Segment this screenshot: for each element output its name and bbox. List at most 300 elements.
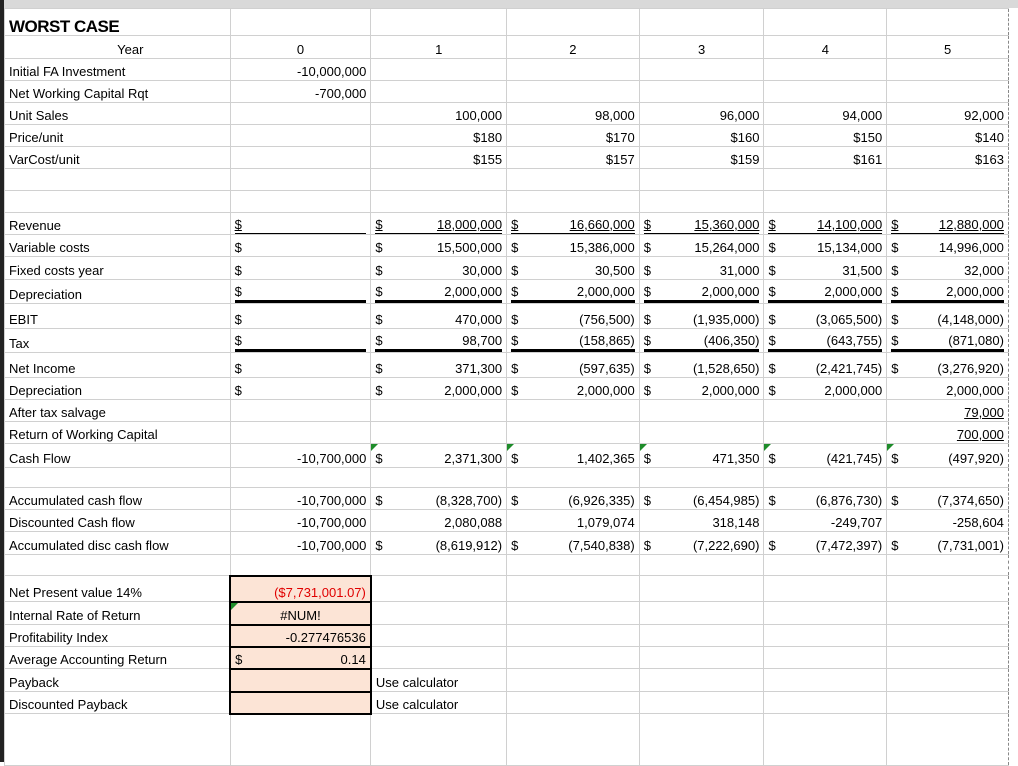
cell-profitability-index-0[interactable] <box>230 625 371 647</box>
cell-discounted-cash-flow-2[interactable] <box>507 510 640 532</box>
cell[interactable] <box>764 9 887 36</box>
row-label[interactable]: Price/unit <box>5 125 231 147</box>
cell-value: 2,000,000 <box>946 284 1004 299</box>
currency-symbol: $ <box>768 240 776 255</box>
row-label[interactable]: Net Working Capital Rqt <box>5 81 231 103</box>
currency-symbol: $ <box>234 383 242 398</box>
cell-variable-costs-2[interactable] <box>507 235 640 257</box>
cell-value: 2,080,088 <box>444 515 503 530</box>
row-after-tax-salvage <box>5 400 1018 422</box>
cell-varcost-unit-5[interactable] <box>887 147 1009 169</box>
cell-net-working-capital-rqt-5[interactable] <box>887 81 1009 103</box>
row-blank <box>5 191 1018 213</box>
cell-unit-sales-3[interactable] <box>639 103 764 125</box>
cell-blank-4[interactable] <box>764 555 887 576</box>
currency-symbol: $ <box>768 333 776 348</box>
cell-value: $140 <box>975 130 1004 145</box>
cell-internal-rate-of-return-4[interactable] <box>764 602 887 625</box>
cell-accumulated-disc-cash-flow-4[interactable] <box>764 532 887 555</box>
cell-blank-4[interactable] <box>764 468 887 488</box>
row-label[interactable]: VarCost/unit <box>5 147 231 169</box>
cell-unit-sales-4[interactable] <box>764 103 887 125</box>
row-variable-costs <box>5 235 1018 257</box>
cell[interactable] <box>371 9 507 36</box>
cell-return-of-working-capital-4[interactable] <box>764 422 887 444</box>
row-label[interactable]: Accumulated disc cash flow <box>5 532 231 555</box>
cell-fixed-costs-year-1[interactable] <box>371 257 507 280</box>
cell-net-working-capital-rqt-0[interactable] <box>230 81 371 103</box>
cell-accumulated-disc-cash-flow-5[interactable] <box>887 532 1009 555</box>
cell-tax-4[interactable] <box>764 329 887 353</box>
row-depreciation <box>5 280 1018 304</box>
title-row <box>5 9 1018 36</box>
cell-payback-0[interactable] <box>230 669 371 692</box>
cell-payback-5[interactable] <box>887 669 1009 692</box>
cell-after-tax-salvage-5[interactable] <box>887 400 1009 422</box>
row-label[interactable]: Average Accounting Return <box>5 647 231 669</box>
cell-accumulated-disc-cash-flow-2[interactable] <box>507 532 640 555</box>
cell-return-of-working-capital-0[interactable] <box>230 422 371 444</box>
cell-blank-5[interactable] <box>887 169 1009 191</box>
cell-cash-flow-4[interactable] <box>764 444 887 468</box>
cell-value: -10,700,000 <box>296 538 367 553</box>
cell-net-income-5[interactable] <box>887 353 1009 378</box>
cell-accumulated-cash-flow-3[interactable] <box>639 488 764 510</box>
cell-tax-3[interactable] <box>639 329 764 353</box>
row-varcost-unit <box>5 147 1018 169</box>
row-label[interactable]: Discounted Cash flow <box>5 510 231 532</box>
cell-blank-5[interactable] <box>887 468 1009 488</box>
cell-accumulated-disc-cash-flow-3[interactable] <box>639 532 764 555</box>
row-label[interactable]: Unit Sales <box>5 103 231 125</box>
currency-symbol: $ <box>511 217 519 232</box>
cell-value: 2,000,000 <box>701 284 760 299</box>
currency-symbol: $ <box>375 217 383 232</box>
row-label[interactable]: Internal Rate of Return <box>5 602 231 625</box>
cell-net-working-capital-rqt-1[interactable] <box>371 81 507 103</box>
cell-ebit-5[interactable] <box>887 304 1009 329</box>
row-average-accounting-return <box>5 647 1018 669</box>
cell-unit-sales-2[interactable] <box>507 103 640 125</box>
cell-blank-1[interactable] <box>371 169 507 191</box>
cell-value: 2,000,000 <box>576 383 635 398</box>
cell-discounted-cash-flow-5[interactable] <box>887 510 1009 532</box>
cell-price-unit-2[interactable] <box>507 125 640 147</box>
cell-value: 2,000,000 <box>824 284 883 299</box>
cell-blank-3[interactable] <box>639 169 764 191</box>
year-5[interactable]: 5 <box>887 36 1009 59</box>
cell-value: 12,880,000 <box>938 217 1004 232</box>
cell-value: 98,000 <box>594 108 635 123</box>
currency-symbol: $ <box>511 333 519 348</box>
cell-value: 15,264,000 <box>694 240 760 255</box>
cell-value: Use calculator <box>375 697 459 712</box>
cell-value: 2,000,000 <box>824 383 883 398</box>
cell-internal-rate-of-return-2[interactable] <box>507 602 640 625</box>
cell-cash-flow-3[interactable] <box>639 444 764 468</box>
year-4[interactable]: 4 <box>764 36 887 59</box>
cell-value: 318,148 <box>712 515 760 530</box>
cell-initial-fa-investment-0[interactable] <box>230 59 371 81</box>
cell-internal-rate-of-return-5[interactable] <box>887 602 1009 625</box>
cell-depreciation-1[interactable] <box>371 280 507 304</box>
sheet-title[interactable]: WORST CASE <box>5 9 231 36</box>
currency-symbol: $ <box>643 493 651 508</box>
year-2[interactable]: 2 <box>507 36 640 59</box>
cell-discounted-cash-flow-3[interactable] <box>639 510 764 532</box>
cell-profitability-index-4[interactable] <box>764 625 887 647</box>
cell-value: 30,500 <box>594 263 635 278</box>
row-label[interactable]: Fixed costs year <box>5 257 231 280</box>
cell-payback-1[interactable] <box>371 669 507 692</box>
year-label[interactable]: Year <box>5 36 231 59</box>
currency-symbol: $ <box>643 240 651 255</box>
cell-net-present-value-14-3[interactable] <box>639 576 764 602</box>
cell-after-tax-salvage-0[interactable] <box>230 400 371 422</box>
cell-accumulated-disc-cash-flow-1[interactable] <box>371 532 507 555</box>
row-label[interactable] <box>5 169 231 191</box>
cell-net-working-capital-rqt-3[interactable] <box>639 81 764 103</box>
cell-blank-5[interactable] <box>887 714 1009 766</box>
cell-net-income-2[interactable] <box>507 353 640 378</box>
cell[interactable] <box>507 9 640 36</box>
cell-discounted-payback-1[interactable] <box>371 692 507 714</box>
cell-variable-costs-1[interactable] <box>371 235 507 257</box>
cell-depreciation-0[interactable] <box>230 280 371 304</box>
cell-return-of-working-capital-2[interactable] <box>507 422 640 444</box>
currency-symbol: $ <box>511 361 519 376</box>
cell-tax-5[interactable] <box>887 329 1009 353</box>
cell-unit-sales-0[interactable] <box>230 103 371 125</box>
row-net-working-capital-rqt <box>5 81 1018 103</box>
cell-discounted-payback-5[interactable] <box>887 692 1009 714</box>
cell-depreciation-5[interactable] <box>887 280 1009 304</box>
cell-varcost-unit-4[interactable] <box>764 147 887 169</box>
cell-fixed-costs-year-3[interactable] <box>639 257 764 280</box>
cell-blank-3[interactable] <box>639 468 764 488</box>
cell-value: 371,300 <box>455 361 503 376</box>
row-label[interactable] <box>5 191 231 213</box>
currency-symbol: $ <box>643 284 651 299</box>
currency-symbol: $ <box>768 538 776 553</box>
cell-depreciation-4[interactable] <box>764 378 887 400</box>
cell-discounted-cash-flow-4[interactable] <box>764 510 887 532</box>
cell-depreciation-2[interactable] <box>507 378 640 400</box>
cell-payback-4[interactable] <box>764 669 887 692</box>
cell-value: 470,000 <box>455 312 503 327</box>
cell-value: $160 <box>730 130 760 145</box>
cell-depreciation-0[interactable] <box>230 378 371 400</box>
cell-depreciation-5[interactable] <box>887 378 1009 400</box>
cell-blank-1[interactable] <box>371 555 507 576</box>
cell-value: $155 <box>473 152 503 167</box>
cell-value: 700,000 <box>956 427 1004 442</box>
cell-initial-fa-investment-1[interactable] <box>371 59 507 81</box>
cell-accumulated-cash-flow-4[interactable] <box>764 488 887 510</box>
cell-blank-3[interactable] <box>639 191 764 213</box>
row-label[interactable]: EBIT <box>5 304 231 329</box>
currency-symbol: $ <box>768 284 776 299</box>
cell-internal-rate-of-return-1[interactable] <box>371 602 507 625</box>
cell-depreciation-3[interactable] <box>639 378 764 400</box>
cell-average-accounting-return-4[interactable] <box>764 647 887 669</box>
currency-symbol: $ <box>891 451 899 466</box>
cell-value: 2,371,300 <box>444 451 503 466</box>
cell-net-present-value-14-0[interactable] <box>230 576 371 602</box>
currency-symbol: $ <box>375 284 383 299</box>
cell-initial-fa-investment-4[interactable] <box>764 59 887 81</box>
cell-value: -10,700,000 <box>296 493 367 508</box>
row-label[interactable]: Payback <box>5 669 231 692</box>
row-label[interactable]: Depreciation <box>5 378 231 400</box>
cell-discounted-cash-flow-1[interactable] <box>371 510 507 532</box>
currency-symbol: $ <box>511 383 519 398</box>
row-accumulated-cash-flow <box>5 488 1018 510</box>
cell-unit-sales-1[interactable] <box>371 103 507 125</box>
currency-symbol: $ <box>891 284 899 299</box>
cell-net-present-value-14-1[interactable] <box>371 576 507 602</box>
cell-net-income-4[interactable] <box>764 353 887 378</box>
cell-depreciation-3[interactable] <box>639 280 764 304</box>
cell-blank-0[interactable] <box>230 468 371 488</box>
cell-blank-1[interactable] <box>371 191 507 213</box>
cell-price-unit-1[interactable] <box>371 125 507 147</box>
cell-ebit-3[interactable] <box>639 304 764 329</box>
cell-net-present-value-14-4[interactable] <box>764 576 887 602</box>
row-label[interactable]: After tax salvage <box>5 400 231 422</box>
row-label[interactable]: Initial FA Investment <box>5 59 231 81</box>
cell-variable-costs-3[interactable] <box>639 235 764 257</box>
cell-after-tax-salvage-3[interactable] <box>639 400 764 422</box>
cell-return-of-working-capital-3[interactable] <box>639 422 764 444</box>
cell-ebit-1[interactable] <box>371 304 507 329</box>
cell-varcost-unit-3[interactable] <box>639 147 764 169</box>
cell-price-unit-5[interactable] <box>887 125 1009 147</box>
cell-ebit-0[interactable] <box>230 304 371 329</box>
cell-internal-rate-of-return-3[interactable] <box>639 602 764 625</box>
cell-depreciation-2[interactable] <box>507 280 640 304</box>
currency-symbol: $ <box>511 240 519 255</box>
cell-profitability-index-1[interactable] <box>371 625 507 647</box>
cell-profitability-index-2[interactable] <box>507 625 640 647</box>
currency-symbol: $ <box>768 217 776 232</box>
cell-net-working-capital-rqt-4[interactable] <box>764 81 887 103</box>
cell-value: (6,926,335) <box>568 493 635 508</box>
cell-blank-2[interactable] <box>507 191 640 213</box>
cell-return-of-working-capital-5[interactable] <box>887 422 1009 444</box>
cell[interactable] <box>230 9 371 36</box>
cell-revenue-3[interactable] <box>639 213 764 235</box>
cell-fixed-costs-year-5[interactable] <box>887 257 1009 280</box>
cell-internal-rate-of-return-0[interactable] <box>230 602 371 625</box>
currency-symbol: $ <box>768 263 776 278</box>
cell-return-of-working-capital-1[interactable] <box>371 422 507 444</box>
cell-blank-0[interactable] <box>230 555 371 576</box>
row-label[interactable]: Net Income <box>5 353 231 378</box>
cell-fixed-costs-year-0[interactable] <box>230 257 371 280</box>
cell-accumulated-cash-flow-1[interactable] <box>371 488 507 510</box>
cell[interactable] <box>639 9 764 36</box>
cell-price-unit-4[interactable] <box>764 125 887 147</box>
cell-ebit-2[interactable] <box>507 304 640 329</box>
cell-net-working-capital-rqt-2[interactable] <box>507 81 640 103</box>
row-label[interactable]: Depreciation <box>5 280 231 304</box>
cell-value: (7,540,838) <box>568 538 635 553</box>
cell-payback-2[interactable] <box>507 669 640 692</box>
cell-blank-2[interactable] <box>507 468 640 488</box>
cell-blank-4[interactable] <box>764 714 887 766</box>
cell-varcost-unit-1[interactable] <box>371 147 507 169</box>
row-label[interactable]: Discounted Payback <box>5 692 231 714</box>
cell-blank-1[interactable] <box>371 468 507 488</box>
cell-after-tax-salvage-1[interactable] <box>371 400 507 422</box>
cell-value: -0.277476536 <box>285 629 366 645</box>
cell-accumulated-cash-flow-0[interactable] <box>230 488 371 510</box>
cell-blank-4[interactable] <box>764 169 887 191</box>
cell-accumulated-disc-cash-flow-0[interactable] <box>230 532 371 555</box>
cell-value: -10,700,000 <box>296 515 367 530</box>
cell-fixed-costs-year-4[interactable] <box>764 257 887 280</box>
cell-tax-0[interactable] <box>230 329 371 353</box>
currency-symbol: $ <box>768 493 776 508</box>
cell-profitability-index-3[interactable] <box>639 625 764 647</box>
cell-blank-0[interactable] <box>230 169 371 191</box>
currency-symbol: $ <box>375 493 383 508</box>
cell-initial-fa-investment-5[interactable] <box>887 59 1009 81</box>
cell-cash-flow-0[interactable] <box>230 444 371 468</box>
cell-revenue-1[interactable] <box>371 213 507 235</box>
row-revenue <box>5 213 1018 235</box>
cell-blank-0[interactable] <box>230 191 371 213</box>
cell-discounted-cash-flow-0[interactable] <box>230 510 371 532</box>
currency-symbol: $ <box>511 493 519 508</box>
cell-profitability-index-5[interactable] <box>887 625 1009 647</box>
cell-net-present-value-14-5[interactable] <box>887 576 1009 602</box>
cell-price-unit-0[interactable] <box>230 125 371 147</box>
row-label[interactable]: Revenue <box>5 213 231 235</box>
row-blank <box>5 714 1018 766</box>
cell-value: (406,350) <box>703 333 760 348</box>
cell-revenue-0[interactable] <box>230 213 371 235</box>
cell-value: 79,000 <box>964 405 1004 420</box>
cell-revenue-2[interactable] <box>507 213 640 235</box>
cell-discounted-payback-4[interactable] <box>764 692 887 714</box>
cell-value: (1,935,000) <box>692 312 760 327</box>
cell-price-unit-3[interactable] <box>639 125 764 147</box>
cell-net-income-0[interactable] <box>230 353 371 378</box>
cell-blank-4[interactable] <box>764 191 887 213</box>
cell-value: -10,700,000 <box>296 451 367 466</box>
row-label[interactable]: Tax <box>5 329 231 353</box>
cell-tax-1[interactable] <box>371 329 507 353</box>
cell-fixed-costs-year-2[interactable] <box>507 257 640 280</box>
cell-depreciation-1[interactable] <box>371 378 507 400</box>
cell-value: 14,100,000 <box>817 217 883 232</box>
currency-symbol: $ <box>891 312 899 327</box>
cell-variable-costs-4[interactable] <box>764 235 887 257</box>
row-label[interactable]: Net Present value 14% <box>5 576 231 602</box>
cell-unit-sales-5[interactable] <box>887 103 1009 125</box>
cell-average-accounting-return-2[interactable] <box>507 647 640 669</box>
cell-revenue-4[interactable] <box>764 213 887 235</box>
cell-blank-3[interactable] <box>639 714 764 766</box>
cell-ebit-4[interactable] <box>764 304 887 329</box>
year-header-row <box>5 36 1018 59</box>
cell-blank-2[interactable] <box>507 714 640 766</box>
cell-discounted-payback-2[interactable] <box>507 692 640 714</box>
cell-tax-2[interactable] <box>507 329 640 353</box>
year-0[interactable]: 0 <box>230 36 371 59</box>
cell-value: (3,065,500) <box>815 312 883 327</box>
cell-initial-fa-investment-3[interactable] <box>639 59 764 81</box>
cell-variable-costs-0[interactable] <box>230 235 371 257</box>
cell-blank-0[interactable] <box>230 714 371 766</box>
cell-cash-flow-2[interactable] <box>507 444 640 468</box>
currency-symbol: $ <box>891 263 899 278</box>
cell-cash-flow-5[interactable] <box>887 444 1009 468</box>
currency-symbol: $ <box>234 333 242 348</box>
cell-value: 2,000,000 <box>946 383 1004 398</box>
row-label[interactable] <box>5 468 231 488</box>
cell-blank-5[interactable] <box>887 191 1009 213</box>
cell-net-income-1[interactable] <box>371 353 507 378</box>
cell-revenue-5[interactable] <box>887 213 1009 235</box>
cell-accumulated-cash-flow-5[interactable] <box>887 488 1009 510</box>
cell-average-accounting-return-5[interactable] <box>887 647 1009 669</box>
cell-net-present-value-14-2[interactable] <box>507 576 640 602</box>
cell-value: 31,000 <box>719 263 760 278</box>
row-label[interactable] <box>5 555 231 576</box>
cell-cash-flow-1[interactable] <box>371 444 507 468</box>
cell-accumulated-cash-flow-2[interactable] <box>507 488 640 510</box>
row-label[interactable]: Cash Flow <box>5 444 231 468</box>
cell-value: -249,707 <box>830 515 883 530</box>
cell-blank-2[interactable] <box>507 555 640 576</box>
cell-average-accounting-return-0[interactable] <box>230 647 371 669</box>
row-label[interactable]: Accumulated cash flow <box>5 488 231 510</box>
cell-depreciation-4[interactable] <box>764 280 887 304</box>
row-label[interactable]: Return of Working Capital <box>5 422 231 444</box>
cell-after-tax-salvage-2[interactable] <box>507 400 640 422</box>
cell-blank-5[interactable] <box>887 555 1009 576</box>
cell-net-income-3[interactable] <box>639 353 764 378</box>
cell-value: (7,222,690) <box>692 538 760 553</box>
cell-value: (497,920) <box>948 451 1004 466</box>
row-label[interactable] <box>5 714 231 766</box>
cell-after-tax-salvage-4[interactable] <box>764 400 887 422</box>
cell-initial-fa-investment-2[interactable] <box>507 59 640 81</box>
year-3[interactable]: 3 <box>639 36 764 59</box>
cell-discounted-payback-0[interactable] <box>230 692 371 714</box>
year-1[interactable]: 1 <box>371 36 507 59</box>
row-discounted-payback <box>5 692 1018 714</box>
cell-blank-2[interactable] <box>507 169 640 191</box>
cell-discounted-payback-3[interactable] <box>639 692 764 714</box>
cell-payback-3[interactable] <box>639 669 764 692</box>
row-label[interactable]: Profitability Index <box>5 625 231 647</box>
cell-value: -258,604 <box>952 515 1004 530</box>
cell[interactable] <box>887 9 1009 36</box>
cell-variable-costs-5[interactable] <box>887 235 1009 257</box>
cell-average-accounting-return-3[interactable] <box>639 647 764 669</box>
cell-varcost-unit-0[interactable] <box>230 147 371 169</box>
currency-symbol: $ <box>643 538 651 553</box>
cell-varcost-unit-2[interactable] <box>507 147 640 169</box>
cell-blank-1[interactable] <box>371 714 507 766</box>
cell-blank-3[interactable] <box>639 555 764 576</box>
cell-average-accounting-return-1[interactable] <box>371 647 507 669</box>
row-label[interactable]: Variable costs <box>5 235 231 257</box>
